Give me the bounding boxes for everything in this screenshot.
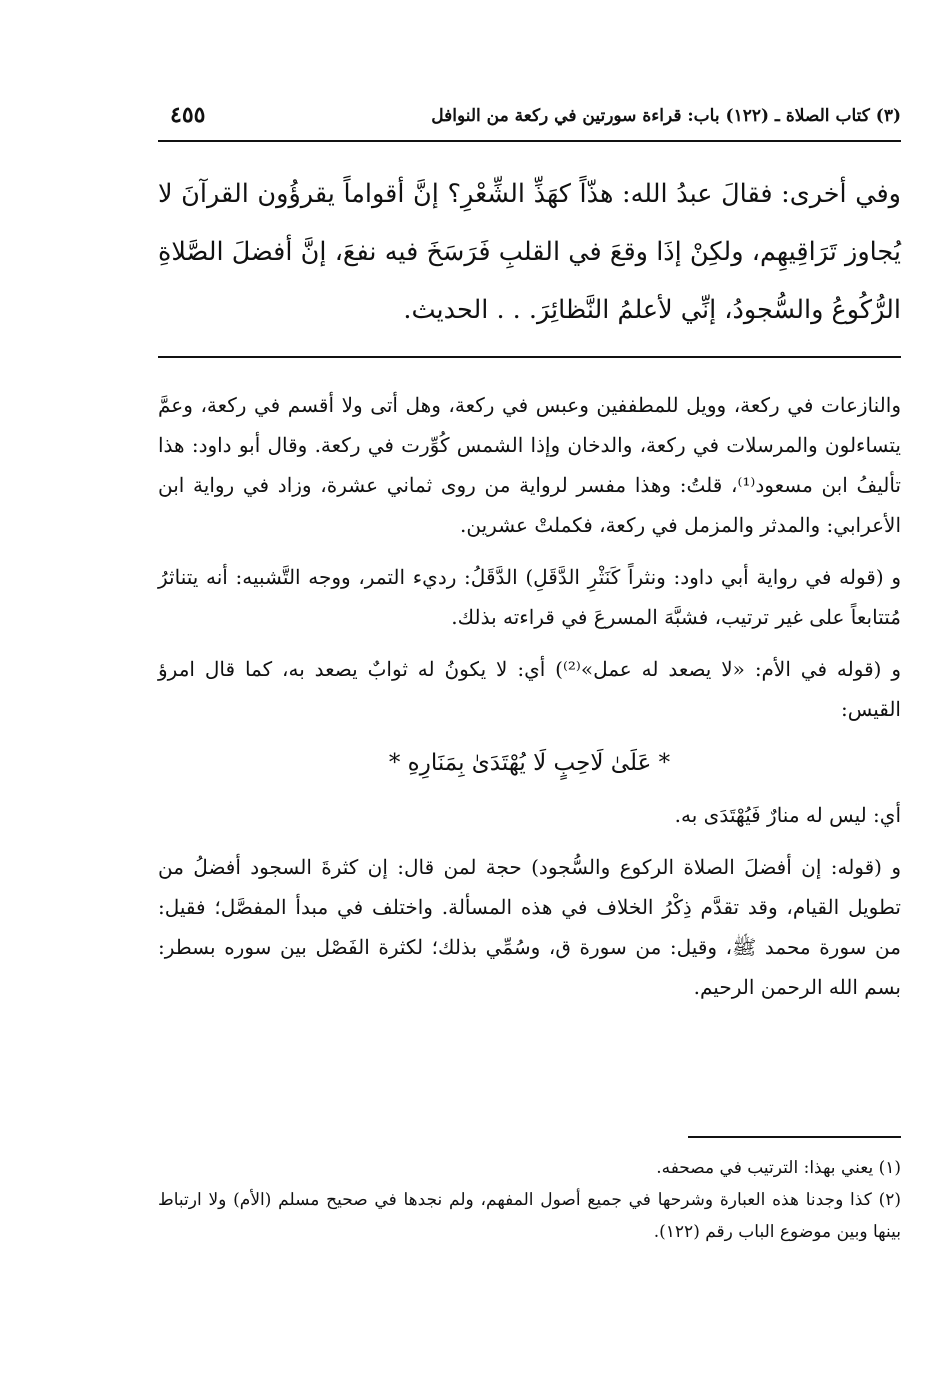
commentary-paragraph-1: والنازعات في ركعة، وويل للمطففين وعبس في ركعة، وهل أتى ولا أقسم في ركعة، وعمَّ يتساءلون والمرسلات في ركعة، والدخان وإذا الشمس كُوِّرت في ركعة. وقال أبو داود: هذا تأليفُ ابن مسعود⁽¹⁾، قلتُ: وهذا مفسر لرواية من روى ثماني عشرة، وزاد في رواية ابن الأعرابي: والمدثر والمزمل في ركعة، فكملتْ عشرين.: [158, 393, 901, 537]
footnote-2: (٢) كذا وجدنا هذه العبارة وشرحها في جميع أصول المفهم، ولم نجدها في صحيح مسلم (الأم) ولا ارتباط بينها وبين موضوع الباب رقم (١٢٢).: [158, 1190, 901, 1242]
commentary-paragraph-2: و (قوله في رواية أبي داود: ونثراً كَنَثْرِ الدَّقَلِ) الدَّقَلُ: رديء التمر، ووجه التَّشبيه: أنه يتناثرُ مُتتابعاً على غير ترتيب، فشبَّهَ المسرعَ في قراءته بذلك.: [158, 565, 901, 629]
chapter-title: (٣) كتاب الصلاة ـ (١٢٢) باب: قراءة سورتين في ركعة من النوافل: [431, 106, 901, 126]
running-header: [158, 104, 901, 142]
footnote-divider: [688, 1136, 901, 1138]
footnotes: [158, 1152, 901, 1248]
section-divider: [158, 356, 901, 358]
commentary: [158, 385, 901, 1019]
commentary-paragraph-4: أي: ليس له منارٌ فَيُهْتَدَى به.: [674, 803, 901, 827]
hadith-text: وفي أخرى: فقالَ عبدُ الله: هذّاً كهَذِّ الشِّعْرِ؟ إنَّ أقواماً يقرؤُون القرآنَ لا يُجاوز تَرَاقِيهِم، ولكِنْ إذَا وقعَ في القلبِ فَرَسَخَ فيه نفعَ، إنَّ أفضلَ الصَّلاةِ الرُّكُوعُ والسُّجودُ، إنِّي لأعلمُ النَّظائِرَ. . . الحديث.: [158, 179, 901, 325]
commentary-paragraph-5: و (قوله: إن أفضلَ الصلاة الركوع والسُّجود) حجة لمن قال: إن كثرةَ السجود أفضلُ من تطويل القيام، وقد تقدَّم ذِكْرُ الخلاف في هذه المسألة. واختلف في مبدأ المفصَّل؛ فقيل: من سورة محمد ﷺ، وقيل: من سورة ق، وسُمِّي بذلك؛ لكثرة الفَصْل بين سوره بسطر: بسم الله الرحمن الرحيم.: [158, 855, 901, 999]
page-number: ٤٥٥: [170, 102, 206, 128]
footnote-1: (١) يعني بهذا: الترتيب في مصحفه.: [656, 1158, 901, 1178]
commentary-paragraph-3: و (قوله في الأم: «لا يصعد له عمل»⁽²⁾) أي: لا يكونُ له ثوابٌ يصعد به، كما قال امرؤ القيس:: [158, 657, 901, 721]
poetry-verse: * عَلَىٰ لَاحِبٍ لَا يُهْتَدَىٰ بِمَنَارِهِ *: [388, 750, 671, 776]
